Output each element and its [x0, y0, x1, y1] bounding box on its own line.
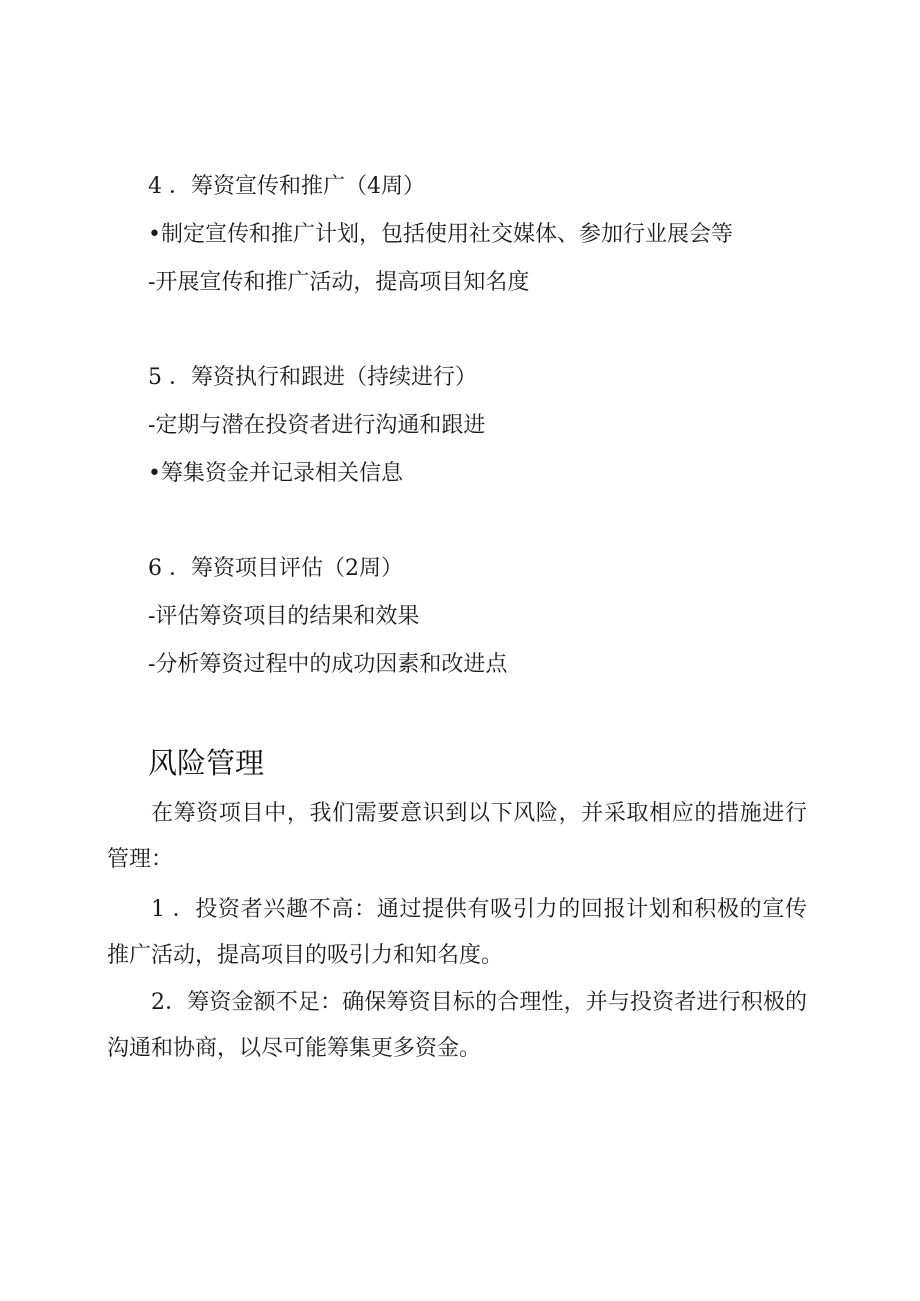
risk-point-2: 2．筹资金额不足：确保筹资目标的合理性，并与投资者进行积极的沟通和协商，以尽可能筹集更多资金。: [107, 990, 807, 1061]
risk-heading: 风险管理: [148, 746, 265, 780]
section-4-title: 4 ．筹资宣传和推广（4周）: [148, 174, 425, 199]
section-4-item-2: -开展宣传和推广活动，提高项目知名度: [148, 270, 530, 295]
section-5-title: 5 ．筹资执行和跟进（持续进行）: [148, 365, 477, 390]
section-5-item-1: -定期与潜在投资者进行沟通和跟进: [148, 413, 486, 438]
risk-intro: 在筹资项目中，我们需要意识到以下风险，并采取相应的措施进行管理：: [107, 801, 807, 872]
section-5-item-2: •筹集资金并记录相关信息: [148, 461, 403, 486]
section-6-title: 6 ．筹资项目评估（2周）: [148, 556, 403, 581]
section-6-item-2: -分析筹资过程中的成功因素和改进点: [148, 652, 508, 677]
risk-point-1: 1 ．投资者兴趣不高：通过提供有吸引力的回报计划和积极的宣传推广活动，提高项目的吸引力和知名度。: [107, 897, 807, 968]
section-4-item-1: •制定宣传和推广计划，包括使用社交媒体、参加行业展会等: [148, 222, 733, 247]
section-6-item-1: -评估筹资项目的结果和效果: [148, 604, 420, 629]
